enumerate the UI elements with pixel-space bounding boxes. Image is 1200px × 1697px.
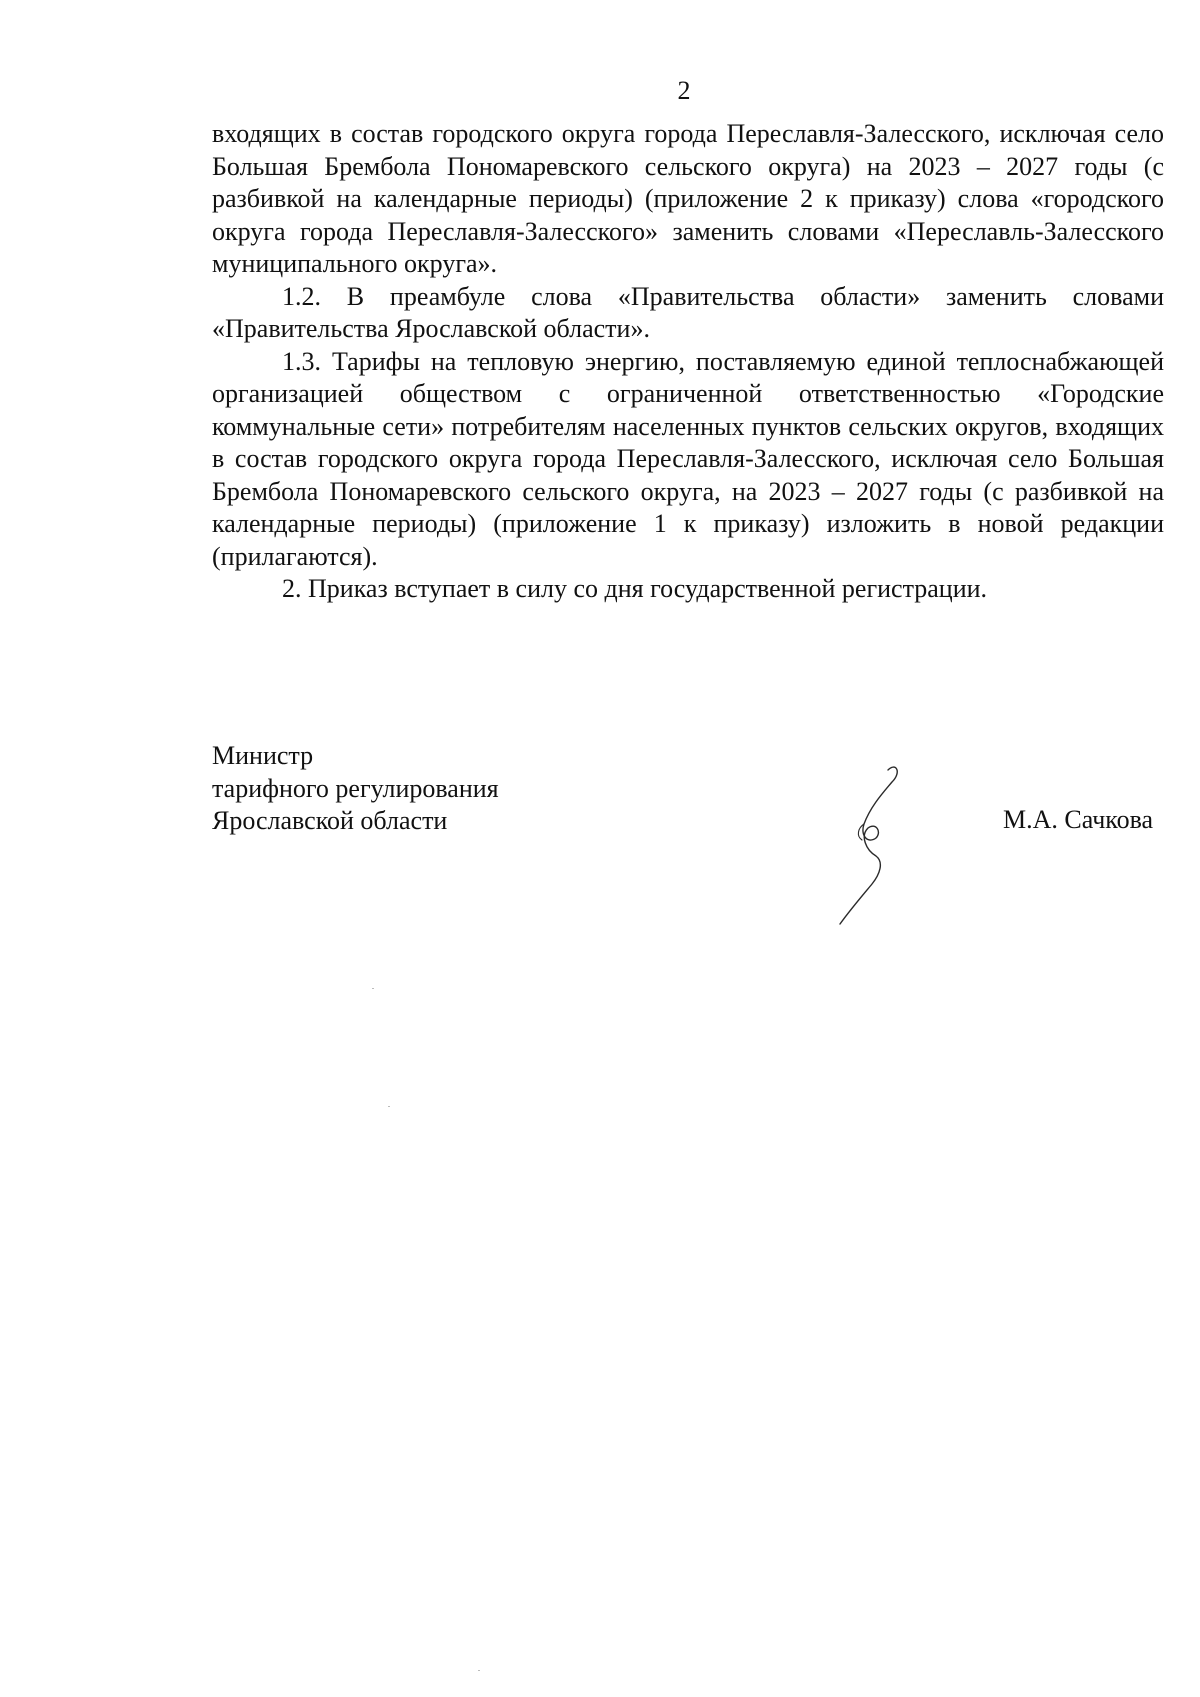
paragraph-1-2: 1.2. В преамбуле слова «Правительства области» заменить словами «Правительства Ярославской области».	[212, 281, 1164, 343]
document-body	[212, 118, 1164, 606]
scan-speck	[388, 1106, 390, 1107]
paragraph-continuation: входящих в состав городского округа города Переславля-Залесского, исключая село Большая Брембола Пономаревского сельского округа) на 2023 – 2027 годы (с разбивкой на календарные периоды) (приложение 2 к приказу) слова «городского округа города Переславля-Залесского» заменить словами «Переславль-Залесского муниципального округа».	[212, 119, 1164, 278]
page-number: 2	[677, 76, 691, 105]
scan-speck	[372, 988, 374, 989]
handwritten-signature-icon	[836, 764, 946, 934]
scan-speck	[478, 1670, 480, 1671]
position-line-region: Ярославской области	[212, 806, 448, 835]
paragraph-1-3: 1.3. Тарифы на тепловую энергию, поставляемую единой теплоснабжающей организацией обществом с ограниченной ответственностью «Городские коммунальные сети» потребителям населенных пунктов сельских округов, входящих в состав городского округа города Переславля-Залесского, исключая село Большая Брембола Пономаревского сельского округа, на 2023 – 2027 годы (с разбивкой на календарные периоды) (приложение 1 к приказу) изложить в новой редакции (прилагаются).	[212, 346, 1164, 571]
signer-name: М.А. Сачкова	[1003, 805, 1154, 834]
paragraph-2: 2. Приказ вступает в силу со дня государственной регистрации.	[282, 574, 988, 603]
signer-position	[212, 740, 499, 838]
position-line-minister: Министр	[212, 741, 314, 770]
position-line-department: тарифного регулирования	[212, 773, 499, 803]
